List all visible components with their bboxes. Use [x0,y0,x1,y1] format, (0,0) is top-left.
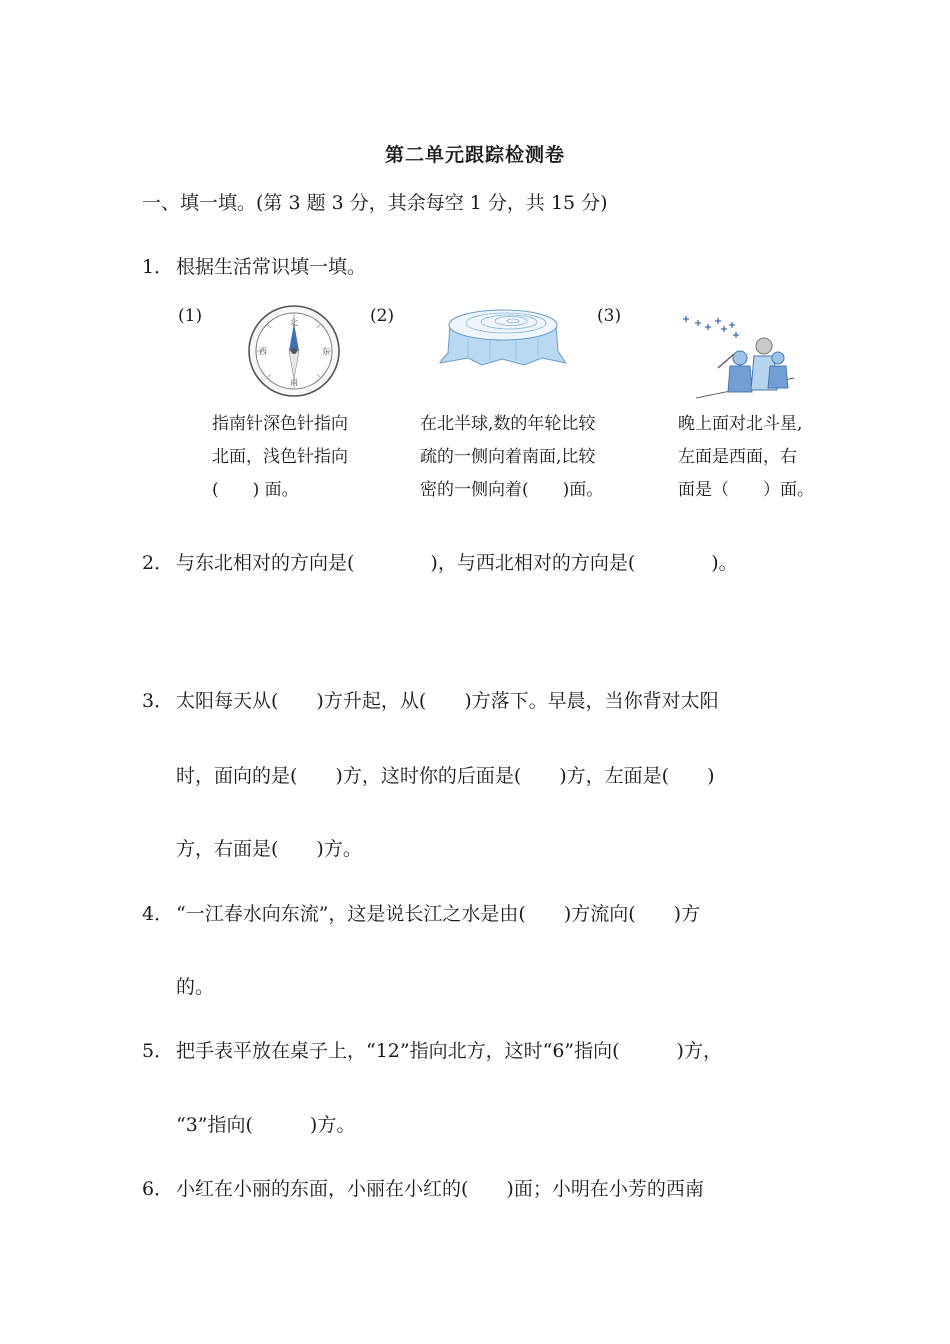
question-text: 小红在小丽的东面，小丽在小红的( )面；小明在小芳的西南 [176,1178,704,1200]
question-2 [142,548,738,575]
question-text: 与东北相对的方向是( )，与西北相对的方向是( )。 [176,552,738,574]
item-text-line: 疏的一侧向着南面,比较 [420,447,596,467]
item-text-line: 密的一侧向着( )面。 [420,480,604,500]
item-2-text [420,408,640,507]
question-text: “一江春水向东流”，这是说长江之水是由( )方流向( )方 [176,903,701,925]
compass-image [246,303,342,399]
compass-north-char: 北 [290,318,298,327]
question-number: 2． [142,552,174,574]
page-title: 第二单元跟踪检测卷 [384,144,565,166]
question-3-line-3: 方，右面是( )方。 [176,838,362,860]
item-1-text [212,408,392,507]
tree-stump-image [438,303,570,369]
question-text: 太阳每天从( )方升起，从( )方落下。早晨，当你背对太阳 [176,690,719,712]
question-text: 把手表平放在桌子上，“12”指向北方，这时“6”指向( )方， [176,1040,722,1062]
question-3 [142,686,719,713]
question-number: 3． [142,690,174,712]
compass-south-char: 南 [290,378,298,387]
question-1 [142,252,366,279]
item-text-line: 指南针深色针指向 [212,414,348,434]
question-text: 根据生活常识填一填。 [176,256,367,278]
item-text-line: 北面，浅色针指向 [212,447,348,467]
item-label-1: (1) [178,306,203,326]
item-text-line: 面是（ ）面。 [678,480,814,500]
item-text-line: ( ) 面。 [212,480,299,500]
item-label-2: (2) [370,306,395,326]
item-text-line: 左面是西面，右 [678,447,797,467]
question-number: 6． [142,1178,174,1200]
question-3-line-2: 时，面向的是( )方，这时你的后面是( )方，左面是( ) [176,765,715,787]
section-heading: 一、填一填。(第 3 题 3 分，其余每空 1 分，共 15 分) [142,192,608,214]
big-dipper-people-image [674,306,796,404]
question-number: 4． [142,903,174,925]
item-3-text [678,408,848,507]
question-4-line-2: 的。 [176,976,215,998]
question-4 [142,899,700,926]
item-label-3: (3) [597,306,622,326]
question-number: 1． [142,256,174,278]
item-text-line: 在北半球,数的年轮比较 [420,414,596,434]
item-text-line: 晚上面对北斗星, [678,414,803,434]
question-5 [142,1036,722,1063]
compass-west-char: 西 [259,347,267,356]
question-number: 5． [142,1040,174,1062]
question-6 [142,1174,704,1201]
compass-east-char: 东 [322,347,330,356]
question-5-line-2: “3”指向( )方。 [176,1114,356,1136]
